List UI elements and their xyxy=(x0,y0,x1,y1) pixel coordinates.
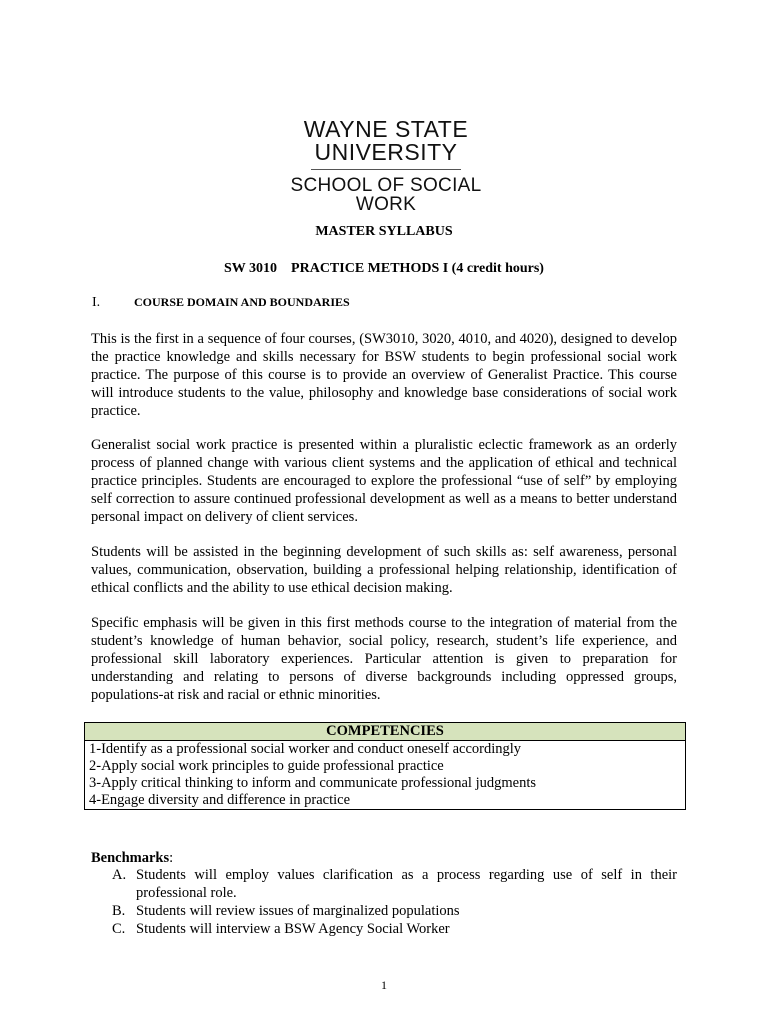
paragraph-2: Generalist social work practice is presented within a pluralistic eclectic framework as an orderly process of planned change with various client systems and the application of ethical and technical practice principles. Students are encouraged to explore the professional “use of self” by employing self correction to assure continued professional development as well as a means to better understand personal impact on delivery of client services. xyxy=(91,437,677,525)
logo-school: SCHOOL OF SOCIAL WORK xyxy=(290,175,482,215)
paragraph-4: Specific emphasis will be given in this first methods course to the integration of material from the student’s knowledge of human behavior, social policy, research, student’s life experience, and professional skill laboratory experiences. Particular attention is given to preparation for understanding and relating to persons of diverse backgrounds including oppressed groups, populations-at risk and racial or ethnic minorities. xyxy=(91,615,677,703)
competency-item: 4-Engage diversity and difference in practice xyxy=(85,792,686,810)
section-heading xyxy=(92,295,350,311)
competencies-table xyxy=(84,722,686,810)
document-title: MASTER SYLLABUS xyxy=(315,224,453,239)
page-number: 1 xyxy=(381,978,387,992)
section-title: COURSE DOMAIN AND BOUNDARIES xyxy=(134,295,350,309)
competency-item: 3-Apply critical thinking to inform and communicate professional judgments xyxy=(85,775,686,792)
logo-rule xyxy=(311,169,461,170)
benchmarks-list xyxy=(112,866,677,938)
paragraph-3: Students will be assisted in the beginning development of such skills as: self awareness, personal values, communication, observation, building a professional helping relationship, identification of ethical conflicts and the ability to use ethical decision making. xyxy=(91,544,677,596)
benchmark-item: A. Students will employ values clarification as a process regarding use of self in their professional role. xyxy=(112,867,677,901)
competency-item: 1-Identify as a professional social worker and conduct oneself accordingly xyxy=(85,741,686,759)
course-title: SW 3010 PRACTICE METHODS I (4 credit hours) xyxy=(224,261,544,276)
paragraph-1: This is the first in a sequence of four courses, (SW3010, 3020, 4010, and 4020), designed to develop the practice knowledge and skills necessary for BSW students to begin professional social work practice. The purpose of this course is to provide an overview of Generalist Practice. This course will introduce students to the value, philosophy and knowledge base considerations of social work practice. xyxy=(91,331,677,419)
section-number: I. xyxy=(92,295,101,310)
benchmark-item: C. Students will interview a BSW Agency Social Worker xyxy=(112,921,450,937)
benchmarks-label: Benchmarks: xyxy=(91,850,174,866)
competency-item: 2-Apply social work principles to guide professional practice xyxy=(85,758,686,775)
benchmark-item: B. Students will review issues of marginalized populations xyxy=(112,903,460,919)
logo-university: UNIVERSITY xyxy=(314,139,458,165)
university-logo xyxy=(288,116,484,215)
competencies-header: COMPETENCIES xyxy=(85,723,686,741)
logo-wayne-state: WAYNE STATE xyxy=(303,116,469,142)
